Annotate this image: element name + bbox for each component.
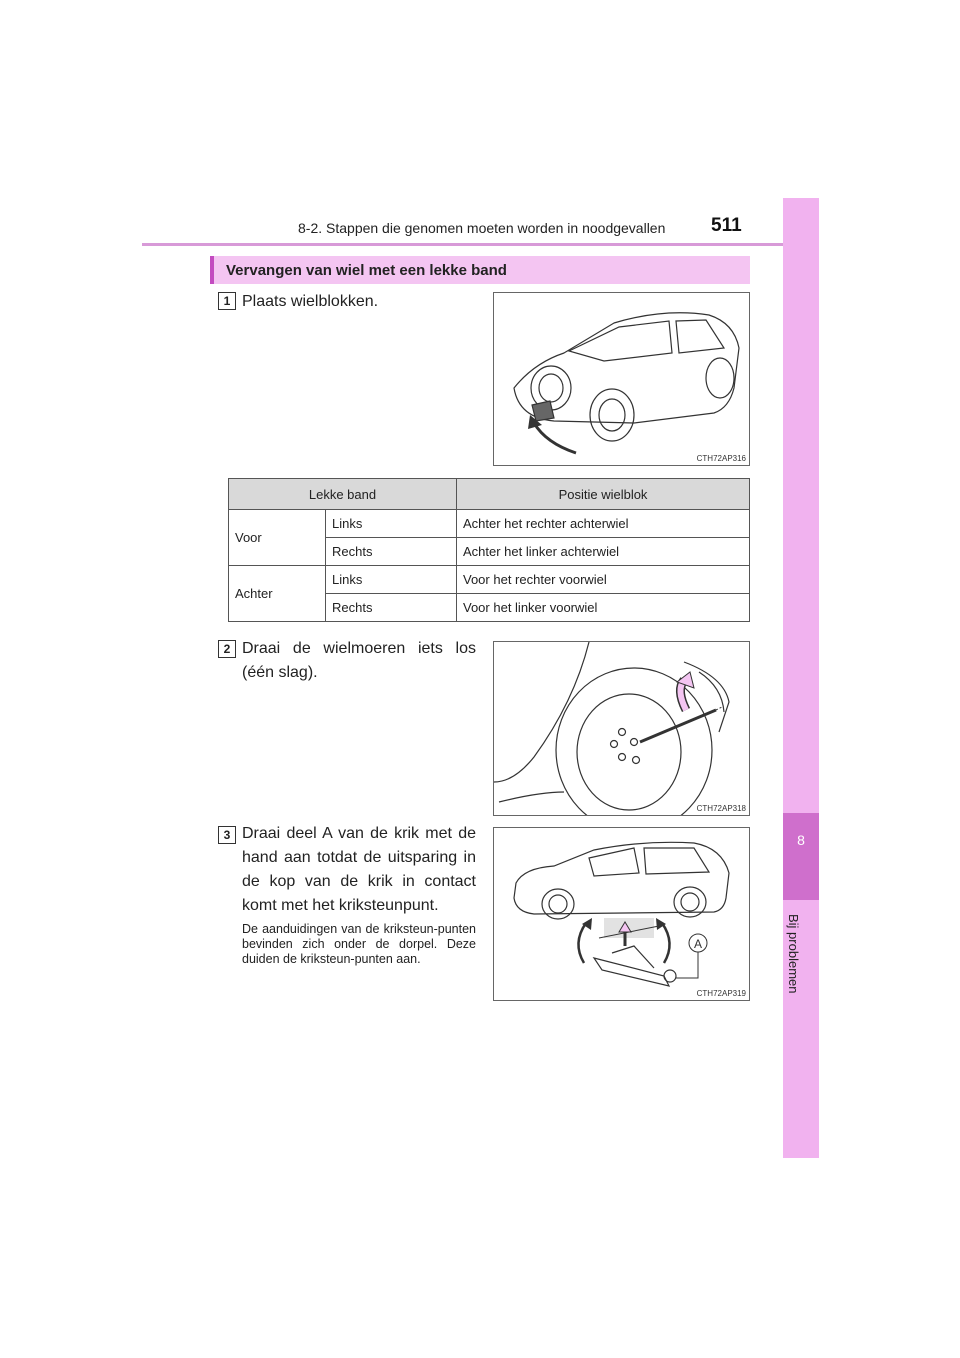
table-group-rear: Achter	[229, 566, 326, 622]
step-1-text: Plaats wielblokken.	[242, 293, 379, 310]
section-heading-text: Vervangen van wiel met een lekke band	[226, 262, 507, 279]
car-wheel-chock-illustration	[494, 293, 749, 465]
table-cell-position: Achter het linker achterwiel	[457, 538, 750, 566]
car-jack-illustration	[494, 828, 749, 1000]
header-divider	[142, 243, 819, 246]
table-header-chock-position: Positie wielblok	[457, 479, 750, 510]
table-cell-position: Achter het rechter achterwiel	[457, 510, 750, 538]
figure-wheel-chocks	[493, 292, 750, 466]
figure-loosen-nuts	[493, 641, 750, 816]
wheel-nut-wrench-illustration	[494, 642, 749, 815]
table-row	[229, 566, 750, 594]
figure-2-code: CTH72AP318	[696, 804, 746, 813]
chapter-side-tab	[783, 198, 819, 1158]
chapter-title: Bij problemen	[786, 914, 801, 994]
step-2-text: Draai de wielmoeren iets los (één slag).	[242, 640, 476, 681]
table-cell-side: Links	[326, 510, 457, 538]
section-heading	[210, 256, 750, 284]
table-cell-position: Voor het linker voorwiel	[457, 594, 750, 622]
table-cell-position: Voor het rechter voorwiel	[457, 566, 750, 594]
table-cell-side: Rechts	[326, 538, 457, 566]
step-3-text: Draai deel A van de krik met de hand aan totdat de uitsparing in de kop van de krik in contact komt met het kriksteunpunt.	[242, 825, 476, 914]
step-3-note: De aanduidingen van de kriksteun-punten bevinden zich onder de dorpel. Deze duiden de kriksteun-punten aan.	[242, 922, 476, 966]
figure-1-code: CTH72AP316	[696, 454, 746, 463]
table-row	[229, 510, 750, 538]
chapter-number: 8	[797, 832, 805, 848]
wheel-chock-table	[228, 478, 750, 622]
table-header-flat-tire: Lekke band	[229, 479, 457, 510]
table-group-front: Voor	[229, 510, 326, 566]
table-cell-side: Rechts	[326, 594, 457, 622]
step-number-2: 2	[218, 640, 236, 658]
step-number-3: 3	[218, 826, 236, 844]
step-number-1: 1	[218, 292, 236, 310]
figure-jack	[493, 827, 750, 1001]
table-cell-side: Links	[326, 566, 457, 594]
figure-3-code: CTH72AP319	[696, 989, 746, 998]
chapter-number-tab	[783, 813, 819, 900]
figure-3-label-a: A	[693, 937, 703, 951]
section-path: 8-2. Stappen die genomen moeten worden in noodgevallen	[298, 220, 666, 236]
table-header-row	[229, 479, 750, 510]
page-number: 511	[711, 215, 742, 236]
